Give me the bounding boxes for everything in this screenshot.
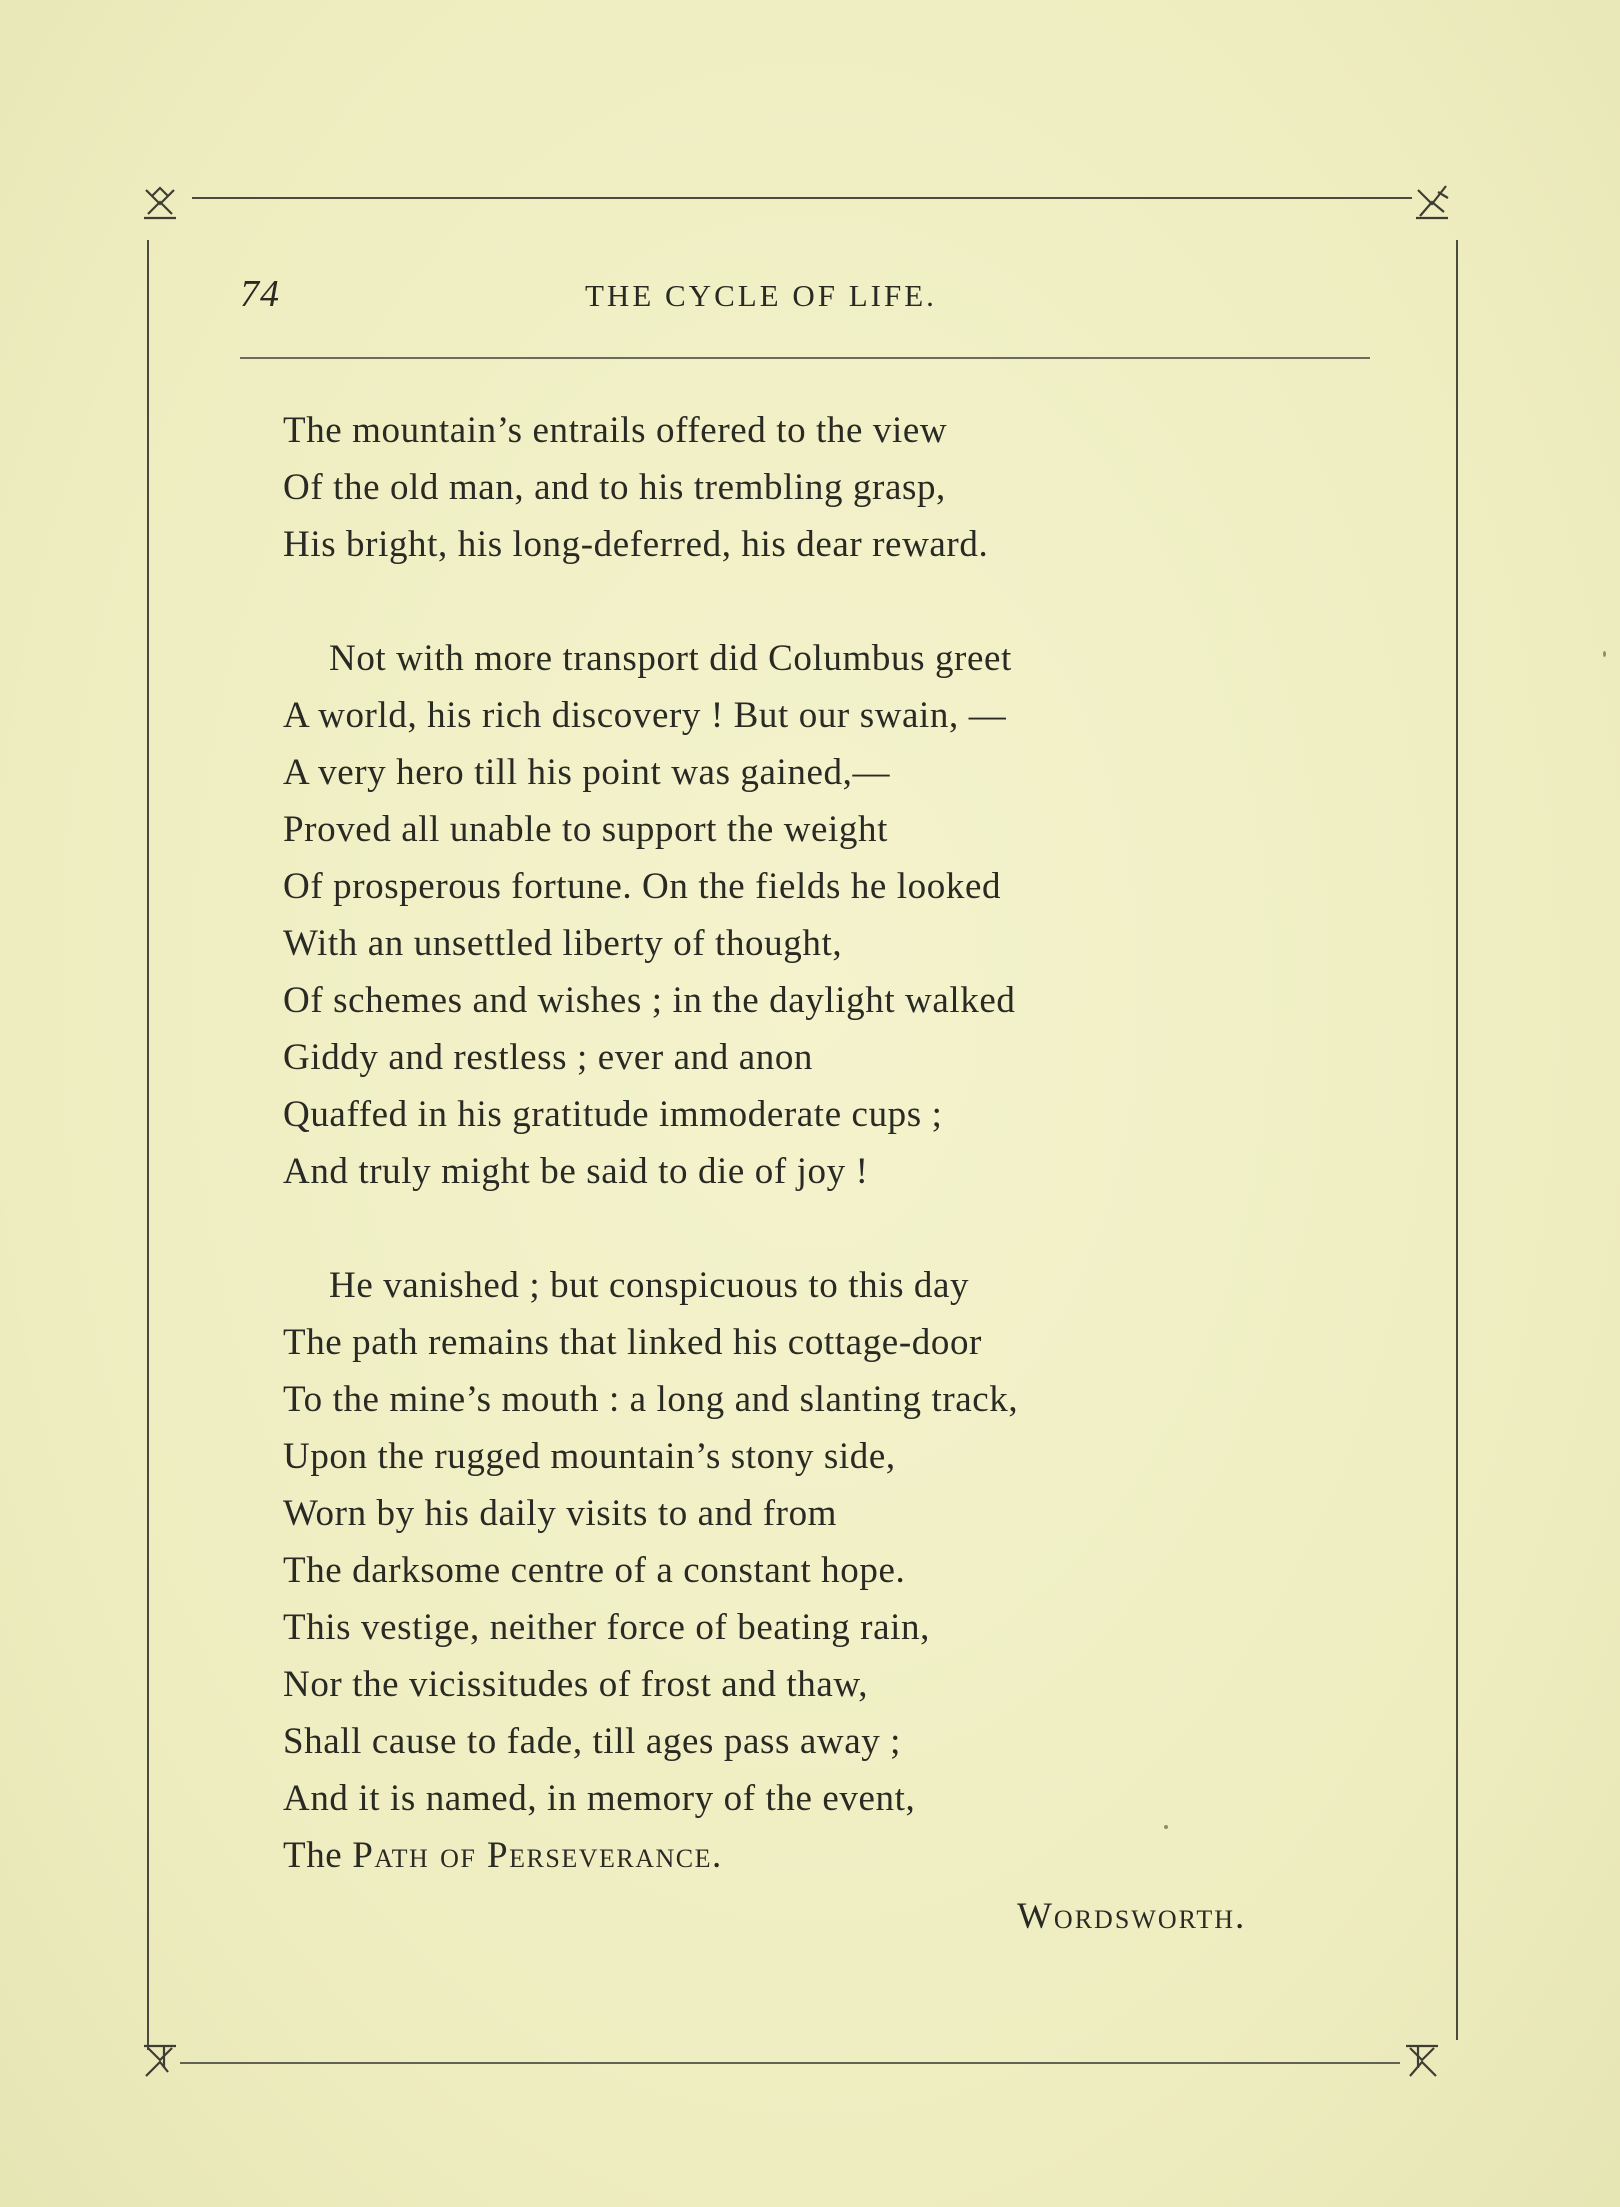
poem-body — [283, 402, 1383, 1884]
corner-ornament-bottom-left-icon — [138, 2038, 182, 2082]
stanza-3 — [283, 1257, 1383, 1884]
poem-line: Of prosperous fortune. On the fields he looked — [283, 866, 1002, 907]
poem-line: And it is named, in memory of the event, — [283, 1778, 916, 1819]
poem-line: Not with more transport did Columbus greet — [329, 638, 1012, 679]
poem-line: The mountain’s entrails offered to the view — [283, 410, 948, 451]
poem-line: A world, his rich discovery ! But our swain, — — [283, 695, 1007, 736]
frame-left-rule — [147, 240, 149, 2050]
corner-ornament-top-left-icon — [138, 180, 182, 224]
header-rule — [240, 357, 1370, 359]
running-title: THE CYCLE OF LIFE. — [585, 278, 937, 313]
stanza-2 — [283, 630, 1383, 1200]
poem-line: He vanished ; but conspicuous to this day — [329, 1265, 970, 1306]
running-head — [240, 272, 1370, 322]
poem-line: Upon the rugged mountain’s stony side, — [283, 1436, 896, 1477]
stanza-1 — [283, 402, 1383, 573]
corner-ornament-top-right-icon — [1410, 180, 1454, 224]
poem-line: To the mine’s mouth : a long and slanting track, — [283, 1379, 1019, 1420]
poem-line: The path remains that linked his cottage-door — [283, 1322, 982, 1363]
path-of-perseverance-title: Path of Perseverance. — [352, 1835, 723, 1876]
corner-ornament-bottom-right-icon — [1400, 2038, 1444, 2082]
poem-line: A very hero till his point was gained,— — [283, 752, 891, 793]
poem-line: Quaffed in his gratitude immoderate cups ; — [283, 1094, 943, 1135]
frame-top-rule — [192, 197, 1412, 199]
page-number: 74 — [240, 273, 280, 315]
paper-speck — [1164, 1825, 1168, 1829]
poem-line: Shall cause to fade, till ages pass away ; — [283, 1721, 902, 1762]
poem-line: Of schemes and wishes ; in the daylight walked — [283, 980, 1016, 1021]
poem-line: The darksome centre of a constant hope. — [283, 1550, 906, 1591]
poem-line: His bright, his long-deferred, his dear reward. — [283, 524, 989, 565]
paper-speck — [1603, 651, 1606, 657]
poem-line: Proved all unable to support the weight — [283, 809, 889, 850]
frame-right-rule — [1456, 240, 1458, 2040]
frame-bottom-rule — [180, 2062, 1400, 2064]
final-line-prefix: The — [283, 1835, 353, 1876]
poem-final-line — [283, 1827, 1383, 1884]
poem-line: Giddy and restless ; ever and anon — [283, 1037, 814, 1078]
poem-line: Worn by his daily visits to and from — [283, 1493, 838, 1534]
poem-line: Of the old man, and to his trembling grasp, — [283, 467, 946, 508]
poem-line: This vestige, neither force of beating rain, — [283, 1607, 930, 1648]
poem-line: With an unsettled liberty of thought, — [283, 923, 843, 964]
author-attribution: Wordsworth. — [1017, 1896, 1247, 1937]
poem-line: Nor the vicissitudes of frost and thaw, — [283, 1664, 869, 1705]
poem-line: And truly might be said to die of joy ! — [283, 1151, 869, 1192]
